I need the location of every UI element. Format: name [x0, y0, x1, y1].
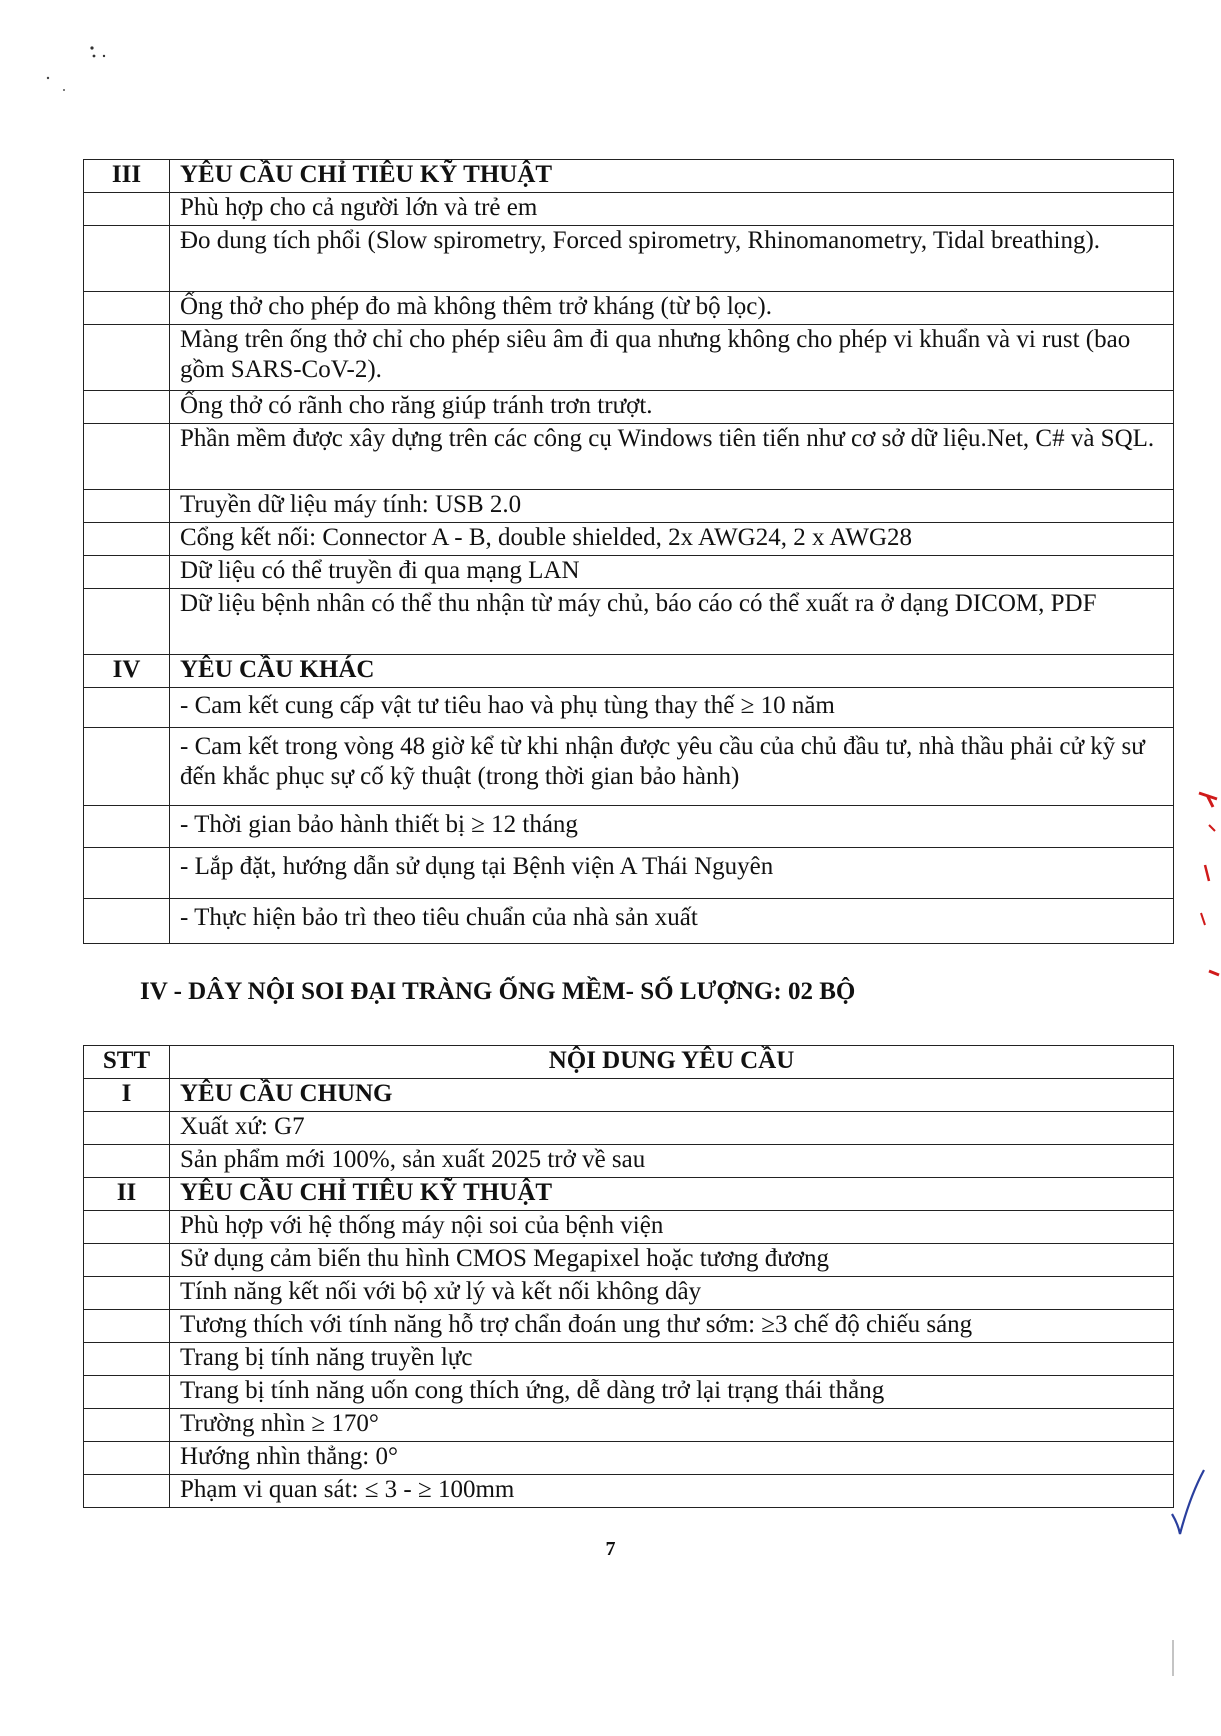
table-row	[84, 193, 1174, 226]
row-number	[84, 325, 170, 391]
row-number: II	[84, 1178, 170, 1211]
row-text: Truyền dữ liệu máy tính: USB 2.0	[170, 490, 1174, 523]
row-text: - Thời gian bảo hành thiết bị ≥ 12 tháng	[170, 806, 1174, 848]
header-content: NỘI DUNG YÊU CẦU	[170, 1046, 1174, 1079]
row-text: Màng trên ống thở chỉ cho phép siêu âm đi qua nhưng không cho phép vi khuẩn và vi rust (bao gồm SARS-CoV-2).	[170, 325, 1174, 391]
table-row	[84, 226, 1174, 292]
row-text: Tính năng kết nối với bộ xử lý và kết nối không dây	[170, 1277, 1174, 1310]
table-row	[84, 160, 1174, 193]
row-text: Ống thở cho phép đo mà không thêm trở kháng (từ bộ lọc).	[170, 292, 1174, 325]
row-number	[84, 1376, 170, 1409]
row-text: Dữ liệu có thể truyền đi qua mạng LAN	[170, 556, 1174, 589]
row-number	[84, 292, 170, 325]
row-text: Sử dụng cảm biến thu hình CMOS Megapixel hoặc tương đương	[170, 1244, 1174, 1277]
table-header-row	[84, 1046, 1174, 1079]
table-row	[84, 806, 1174, 848]
margin-tick	[1170, 1640, 1176, 1680]
row-text: YÊU CẦU CHỈ TIÊU KỸ THUẬT	[170, 160, 1174, 193]
row-text: Trang bị tính năng uốn cong thích ứng, dễ dàng trở lại trạng thái thẳng	[170, 1376, 1174, 1409]
row-text: YÊU CẦU CHỈ TIÊU KỸ THUẬT	[170, 1178, 1174, 1211]
table-row	[84, 688, 1174, 728]
row-text: YÊU CẦU CHUNG	[170, 1079, 1174, 1112]
row-text: Ống thở có rãnh cho răng giúp tránh trơn trượt.	[170, 391, 1174, 424]
table-row	[84, 1277, 1174, 1310]
row-text: Phù hợp cho cả người lớn và trẻ em	[170, 193, 1174, 226]
row-text: YÊU CẦU KHÁC	[170, 655, 1174, 688]
row-number	[84, 193, 170, 226]
table-row	[84, 556, 1174, 589]
table-row	[84, 899, 1174, 944]
section-title: IV - DÂY NỘI SOI ĐẠI TRÀNG ỐNG MỀM- SỐ LƯỢNG: 02 BỘ	[140, 978, 856, 1005]
row-number	[84, 589, 170, 655]
table-row	[84, 1442, 1174, 1475]
row-text: Trang bị tính năng truyền lực	[170, 1343, 1174, 1376]
table-row	[84, 728, 1174, 806]
row-text: Dữ liệu bệnh nhân có thể thu nhận từ máy chủ, báo cáo có thể xuất ra ở dạng DICOM, PDF	[170, 589, 1174, 655]
row-number: IV	[84, 655, 170, 688]
row-text: Trường nhìn ≥ 170°	[170, 1409, 1174, 1442]
row-text: - Cam kết trong vòng 48 giờ kể từ khi nhận được yêu cầu của chủ đầu tư, nhà thầu phải cử kỹ sư đến khắc phục sự cố kỹ thuật (trong thời gian bảo hành)	[170, 728, 1174, 806]
row-number	[84, 556, 170, 589]
table-row	[84, 1376, 1174, 1409]
table-row	[84, 1112, 1174, 1145]
header-stt: STT	[84, 1046, 170, 1079]
table-row	[84, 1211, 1174, 1244]
pen-check-mark	[1168, 1466, 1208, 1536]
table-row	[84, 1310, 1174, 1343]
row-number	[84, 1277, 170, 1310]
table-row	[84, 490, 1174, 523]
row-text: Phần mềm được xây dựng trên các công cụ Windows tiên tiến như cơ sở dữ liệu.Net, C# và SQL.	[170, 424, 1174, 490]
row-number	[84, 1442, 170, 1475]
row-number	[84, 1211, 170, 1244]
red-margin-marks	[1195, 785, 1221, 985]
row-number	[84, 226, 170, 292]
table-row	[84, 391, 1174, 424]
row-text: Xuất xứ: G7	[170, 1112, 1174, 1145]
row-text: - Cam kết cung cấp vật tư tiêu hao và phụ tùng thay thế ≥ 10 năm	[170, 688, 1174, 728]
scan-specks	[40, 40, 120, 100]
row-number	[84, 490, 170, 523]
row-number	[84, 1112, 170, 1145]
requirements-table-2	[83, 1045, 1174, 1508]
row-number	[84, 391, 170, 424]
row-text: Hướng nhìn thẳng: 0°	[170, 1442, 1174, 1475]
row-number: I	[84, 1079, 170, 1112]
table-row	[84, 1178, 1174, 1211]
row-number	[84, 728, 170, 806]
row-number	[84, 806, 170, 848]
table-row	[84, 655, 1174, 688]
requirements-table-1	[83, 159, 1174, 944]
table-row	[84, 848, 1174, 899]
table-row	[84, 1079, 1174, 1112]
row-number	[84, 1343, 170, 1376]
row-text: Phù hợp với hệ thống máy nội soi của bệnh viện	[170, 1211, 1174, 1244]
row-text: Phạm vi quan sát: ≤ 3 - ≥ 100mm	[170, 1475, 1174, 1508]
row-text: Tương thích với tính năng hỗ trợ chẩn đoán ung thư sớm: ≥3 chế độ chiếu sáng	[170, 1310, 1174, 1343]
row-text: Đo dung tích phổi (Slow spirometry, Forced spirometry, Rhinomanometry, Tidal breathing).	[170, 226, 1174, 292]
row-text: - Thực hiện bảo trì theo tiêu chuẩn của nhà sản xuất	[170, 899, 1174, 944]
row-number	[84, 424, 170, 490]
row-number	[84, 1244, 170, 1277]
table-row	[84, 1244, 1174, 1277]
table-row	[84, 325, 1174, 391]
table-row	[84, 1343, 1174, 1376]
row-number	[84, 899, 170, 944]
row-number: III	[84, 160, 170, 193]
row-number	[84, 1409, 170, 1442]
row-text: Sản phẩm mới 100%, sản xuất 2025 trở về sau	[170, 1145, 1174, 1178]
row-number	[84, 1310, 170, 1343]
table-row	[84, 1475, 1174, 1508]
row-text: Cổng kết nối: Connector A - B, double shielded, 2x AWG24, 2 x AWG28	[170, 523, 1174, 556]
row-number	[84, 848, 170, 899]
table-row	[84, 424, 1174, 490]
row-number	[84, 688, 170, 728]
row-text: - Lắp đặt, hướng dẫn sử dụng tại Bệnh viện A Thái Nguyên	[170, 848, 1174, 899]
row-number	[84, 1475, 170, 1508]
row-number	[84, 523, 170, 556]
table-row	[84, 589, 1174, 655]
table-row	[84, 1145, 1174, 1178]
page-number: 7	[605, 1538, 616, 1560]
row-number	[84, 1145, 170, 1178]
table-row	[84, 523, 1174, 556]
table-row	[84, 292, 1174, 325]
table-row	[84, 1409, 1174, 1442]
